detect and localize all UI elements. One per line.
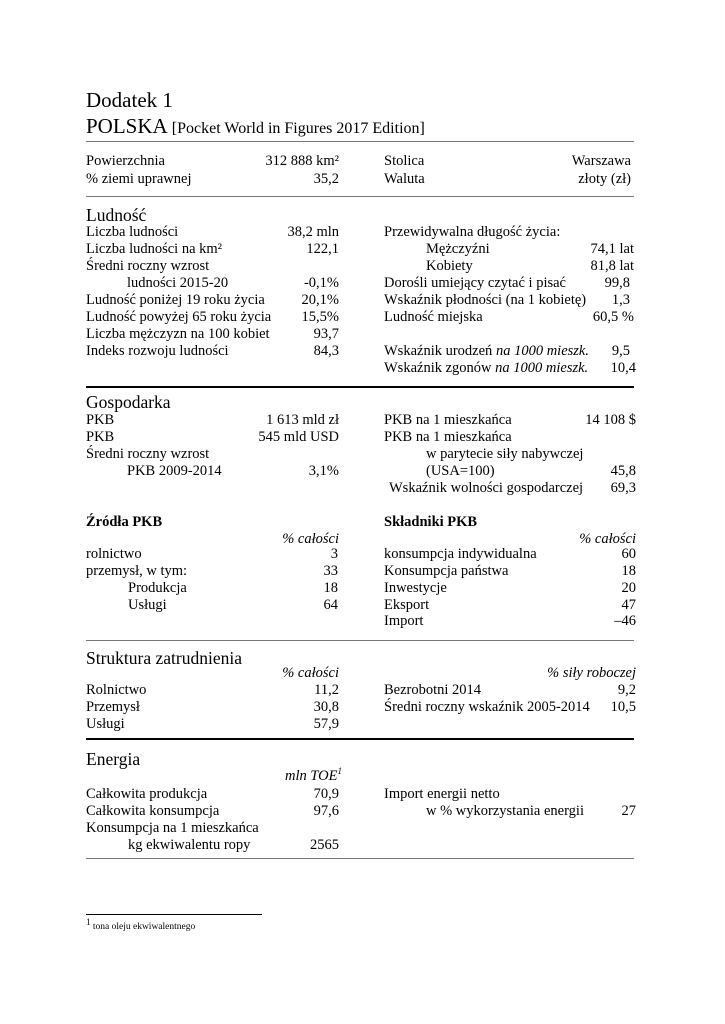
gdp-component-label: Konsumpcja państwa xyxy=(384,563,509,579)
arable-value: 35,2 xyxy=(313,171,339,187)
gdp-components-unit: % całości xyxy=(579,531,636,547)
gdp-component-value: 60 xyxy=(621,546,636,562)
economy-heading: Gospodarka xyxy=(86,392,171,412)
pop-row-value: 93,7 xyxy=(313,326,339,342)
gdp-source-label: rolnictwo xyxy=(86,546,142,562)
pop-row-value: 81,8 lat xyxy=(590,258,634,274)
pop-row-value: -0,1% xyxy=(303,275,339,291)
econ-row-label: Wskaźnik wolności gospodarczej xyxy=(389,480,584,496)
econ-row-value: 545 mld USD xyxy=(258,429,339,445)
gdp-sources-heading: Źródła PKB xyxy=(86,514,163,530)
death-rate-label xyxy=(384,360,588,377)
pop-row-label: Liczba mężczyzn na 100 kobiet xyxy=(86,326,270,342)
gdp-source-label: Produkcja xyxy=(128,580,187,596)
pop-row-value: 60,5 % xyxy=(592,309,634,325)
capital-label: Stolica xyxy=(384,153,425,169)
gdp-component-value: 47 xyxy=(621,597,636,613)
econ-row-value: 1 613 mld zł xyxy=(266,412,339,428)
energy-row-label: Całkowita produkcja xyxy=(86,786,208,802)
energy-row-value: 70,9 xyxy=(313,786,339,802)
employment-row-label: Średni roczny wskaźnik 2005-2014 xyxy=(384,699,590,715)
employment-row-value: 10,5 xyxy=(610,699,636,715)
energy-row-label: Konsumpcja na 1 mieszkańca xyxy=(86,820,259,836)
footnote xyxy=(86,916,196,933)
footnote-ref: 1 xyxy=(337,766,342,777)
appendix-title: Dodatek 1 xyxy=(86,88,173,112)
employment-row-label: Bezrobotni 2014 xyxy=(384,682,482,698)
econ-row-label: PKB xyxy=(86,429,115,445)
birth-rate-text: Wskaźnik urodzeń xyxy=(384,343,493,359)
pop-row-label: Indeks rozwoju ludności xyxy=(86,343,229,359)
econ-row-label: PKB 2009-2014 xyxy=(127,463,222,479)
country-name: POLSKA xyxy=(86,114,167,138)
energy-row-value: 97,6 xyxy=(313,803,339,819)
capital-value: Warszawa xyxy=(571,153,631,169)
gdp-components-heading: Składniki PKB xyxy=(384,514,478,530)
pop-row-label: ludności 2015-20 xyxy=(127,275,229,291)
death-rate-value: 10,4 xyxy=(610,360,636,376)
birth-rate-value: 9,5 xyxy=(611,343,630,359)
gdp-source-label: przemysł, w tym: xyxy=(86,563,188,579)
birth-rate-unit: na 1000 mieszk. xyxy=(495,343,589,359)
pop-row-value: 74,1 lat xyxy=(590,241,634,257)
employment-row-label: Usługi xyxy=(86,716,125,732)
energy-import-sub: w % wykorzystania energii xyxy=(426,803,584,819)
energy-row-label: Całkowita konsumpcja xyxy=(86,803,220,819)
employment-row-value: 57,9 xyxy=(313,716,339,732)
pop-row-label: Ludność poniżej 19 roku życia xyxy=(86,292,265,308)
death-rate-text: Wskaźnik zgonów xyxy=(384,360,492,376)
gdp-source-value: 64 xyxy=(323,597,338,613)
energy-row-label: kg ekwiwalentu ropy xyxy=(128,837,251,853)
econ-row-label: Średni roczny wzrost xyxy=(86,446,210,462)
death-rate-unit: na 1000 mieszk. xyxy=(495,360,589,376)
divider xyxy=(86,858,634,859)
pop-row-label: Ludność miejska xyxy=(384,309,483,325)
footnote-text: tona oleju ekwiwalentnego xyxy=(92,922,196,932)
pop-row-value: 122,1 xyxy=(306,241,339,257)
pop-row-label: Liczba ludności na km² xyxy=(86,241,223,257)
gdp-component-value: 18 xyxy=(621,563,636,579)
employment-heading: Struktura zatrudnienia xyxy=(86,648,242,668)
econ-row-value: 14 108 $ xyxy=(585,412,636,428)
pop-row-label: Liczba ludności xyxy=(86,224,179,240)
econ-row-label: w parytecie siły nabywczej xyxy=(426,446,584,462)
pop-row-value: 84,3 xyxy=(313,343,339,359)
population-heading: Ludność xyxy=(86,205,147,225)
gdp-component-label: Eksport xyxy=(384,597,430,613)
gdp-source-label: Usługi xyxy=(128,597,167,613)
pop-row-label: Ludność powyżej 65 roku życia xyxy=(86,309,272,325)
econ-row-value: 45,8 xyxy=(610,463,636,479)
gdp-component-value: –46 xyxy=(614,613,636,629)
pop-row-label: Średni roczny wzrost xyxy=(86,258,210,274)
source-note: [Pocket World in Figures 2017 Edition] xyxy=(171,120,425,137)
employment-row-value: 11,2 xyxy=(314,682,339,698)
employment-row-value: 30,8 xyxy=(313,699,339,715)
econ-row-value: 3,1% xyxy=(308,463,339,479)
pop-row-value: 1,3 xyxy=(611,292,630,308)
gdp-component-value: 20 xyxy=(621,580,636,596)
econ-row-label: PKB xyxy=(86,412,115,428)
energy-unit-text: mln TOE xyxy=(284,768,338,784)
econ-row-label: PKB na 1 mieszkańca xyxy=(384,412,512,428)
divider xyxy=(86,196,634,197)
econ-row-value: 69,3 xyxy=(610,480,636,496)
employment-right-unit: % siły roboczej xyxy=(547,665,636,681)
energy-unit xyxy=(220,768,342,785)
gdp-source-value: 33 xyxy=(323,563,338,579)
footnote-mark: 1 xyxy=(86,916,91,927)
country-title xyxy=(86,114,425,141)
energy-import-label: Import energii netto xyxy=(384,786,500,802)
gdp-component-label: Import xyxy=(384,613,424,629)
energy-row-value: 2565 xyxy=(310,837,339,853)
gdp-sources-unit: % całości xyxy=(282,531,339,547)
currency-value: złoty (zł) xyxy=(578,171,631,187)
gdp-source-value: 3 xyxy=(330,546,338,562)
divider xyxy=(86,386,634,388)
divider xyxy=(86,738,634,740)
birth-rate-label xyxy=(384,343,589,360)
footnote-rule xyxy=(86,914,262,915)
pop-row-label: Przewidywalna długość życia: xyxy=(384,224,561,240)
area-value: 312 888 km² xyxy=(265,153,339,169)
employment-row-label: Przemysł xyxy=(86,699,140,715)
econ-row-label: (USA=100) xyxy=(426,463,495,479)
employment-left-unit: % całości xyxy=(282,665,339,681)
econ-row-label: PKB na 1 mieszkańca xyxy=(384,429,512,445)
pop-row-label: Dorośli umiejący czytać i pisać xyxy=(384,275,566,291)
energy-heading: Energia xyxy=(86,749,141,769)
energy-import-value: 27 xyxy=(621,803,636,819)
pop-row-value: 99,8 xyxy=(604,275,630,291)
divider xyxy=(86,640,634,641)
employment-row-value: 9,2 xyxy=(617,682,636,698)
arable-label: % ziemi uprawnej xyxy=(86,171,192,187)
pop-row-label: Mężczyźni xyxy=(426,241,490,257)
pop-row-value: 15,5% xyxy=(301,309,339,325)
pop-row-value: 20,1% xyxy=(301,292,339,308)
currency-label: Waluta xyxy=(384,171,425,187)
gdp-source-value: 18 xyxy=(323,580,338,596)
pop-row-label: Kobiety xyxy=(426,258,473,274)
gdp-component-label: Inwestycje xyxy=(384,580,447,596)
pop-row-label: Wskaźnik płodności (na 1 kobietę) xyxy=(384,292,587,308)
gdp-component-label: konsumpcja indywidualna xyxy=(384,546,537,562)
area-label: Powierzchnia xyxy=(86,153,165,169)
divider xyxy=(86,141,634,142)
employment-row-label: Rolnictwo xyxy=(86,682,147,698)
pop-row-value: 38,2 mln xyxy=(287,224,339,240)
